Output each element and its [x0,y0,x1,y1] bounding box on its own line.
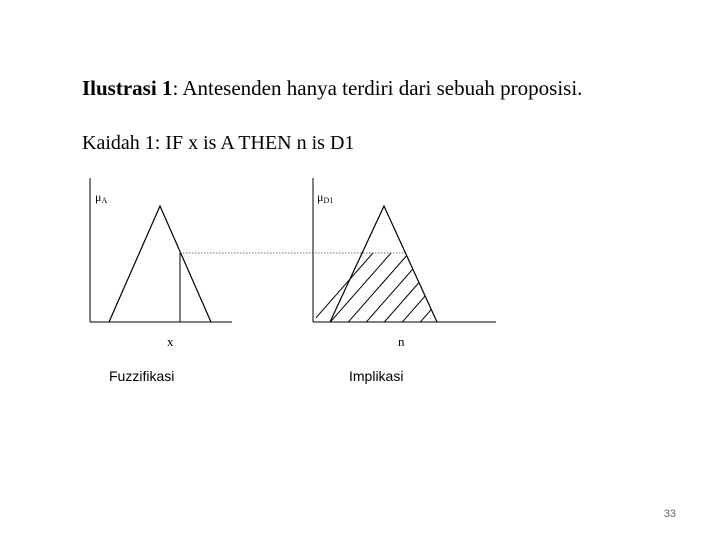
slide-title-rest: : Antesenden hanya terdiri dari sebuah proposisi. [172,76,583,100]
right-plot [300,178,496,349]
left-caption: Fuzzifikasi [109,368,175,384]
right-y-label: μD1 [317,190,334,205]
slide-title-bold: Ilustrasi 1 [82,76,173,100]
page-number: 33 [663,508,676,520]
right-caption: Implikasi [349,368,404,384]
rule-statement: Kaidah 1: IF x is A THEN n is D1 [82,132,355,154]
left-triangle-membership [109,206,211,322]
left-plot [90,178,232,349]
left-x-label: x [167,334,174,349]
left-y-label: μA [95,190,108,205]
right-x-label: n [398,334,405,349]
